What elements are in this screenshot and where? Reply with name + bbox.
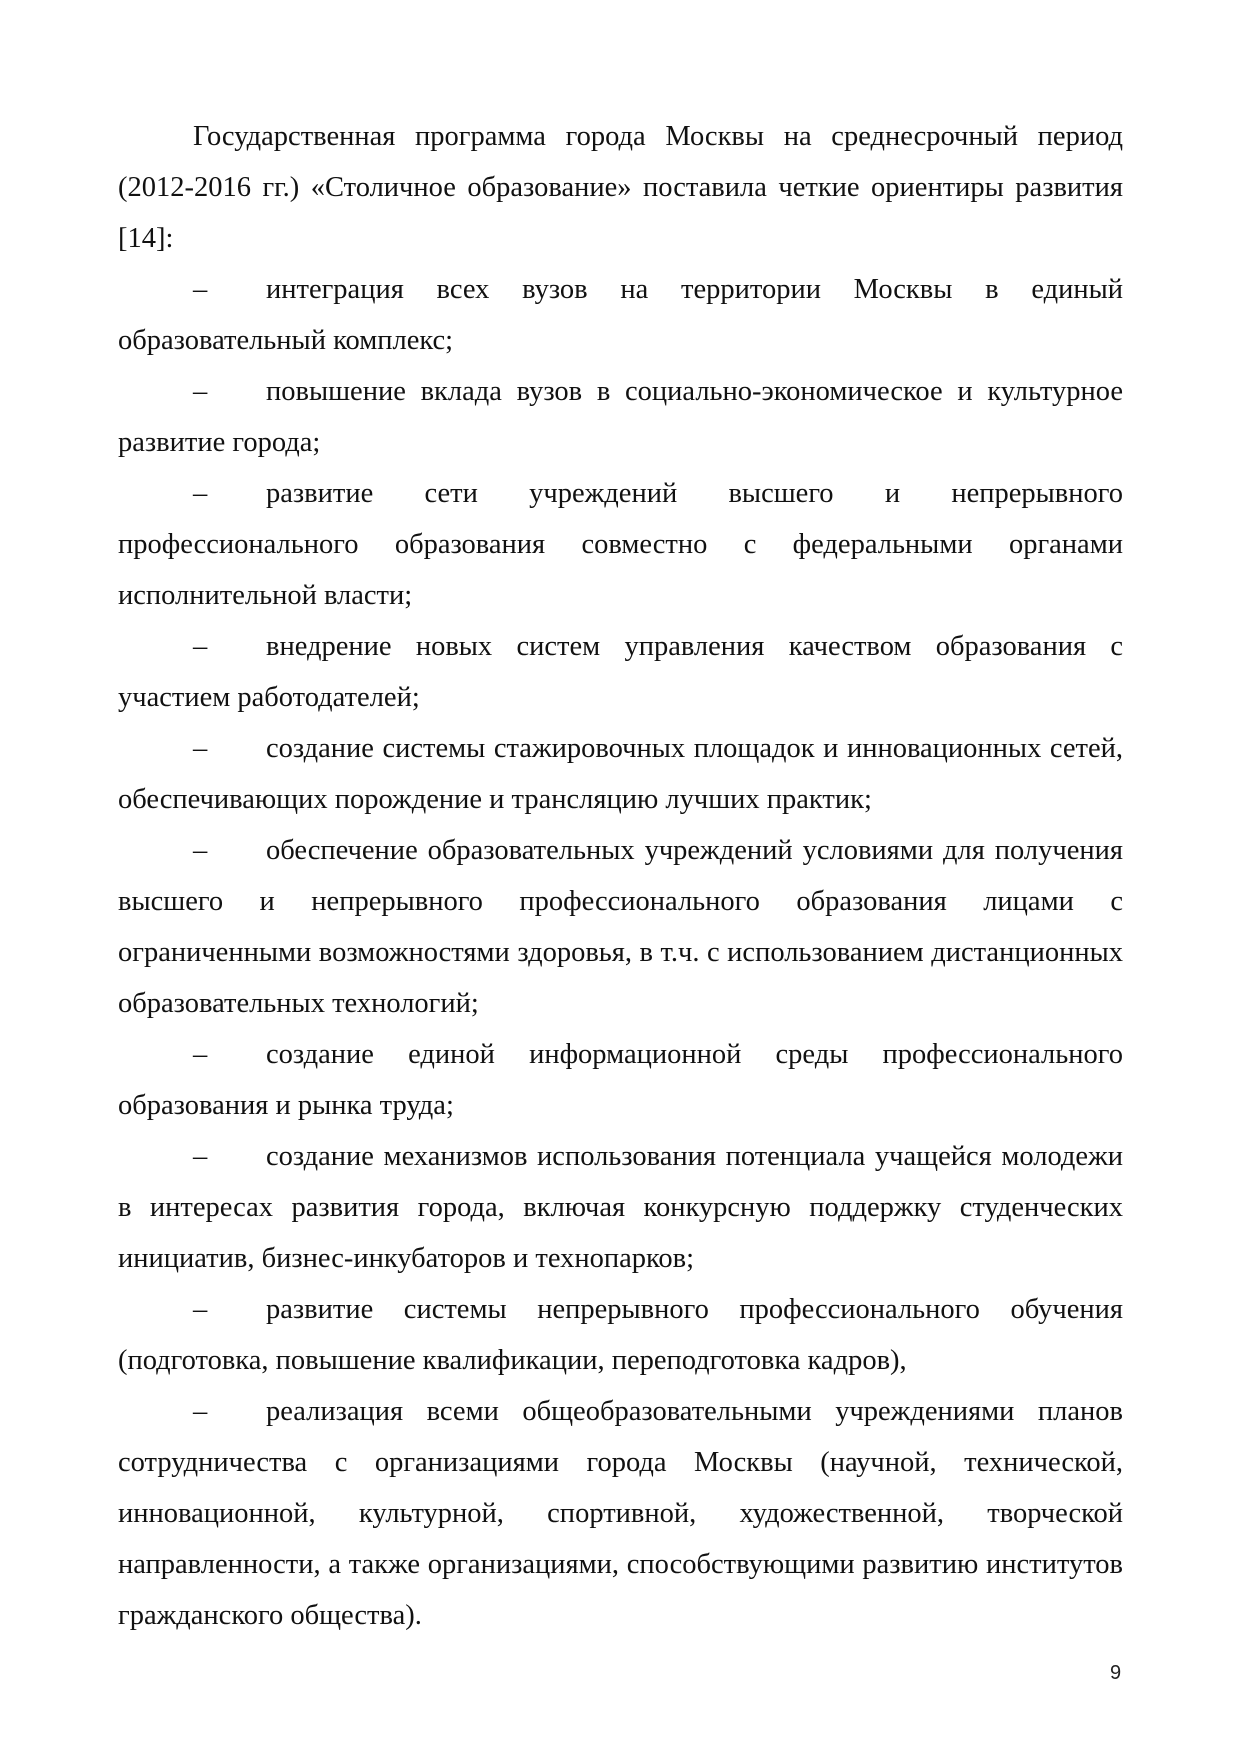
list-item-text: реализация всеми общеобразовательными учреждениями планов сотрудничества с организациями города Москвы (научной, технической, инновационной, культурной, спортивной, художественной, творческой направленности, а также организациями, способствующими развитию институтов гражданского общества).	[118, 1396, 1123, 1631]
list-item	[118, 468, 1123, 621]
dash-marker: –	[193, 1141, 208, 1172]
list-item	[118, 723, 1123, 825]
dash-marker: –	[193, 274, 208, 305]
dash-marker: –	[193, 835, 208, 866]
list-item-text: интеграция всех вузов на территории Москвы в единый образовательный комплекс;	[118, 274, 1123, 356]
intro-paragraph: Государственная программа города Москвы на среднесрочный период (2012-2016 гг.) «Столичное образование» поставила четкие ориентиры развития [14]:	[118, 121, 1123, 254]
list-item-text: создание единой информационной среды профессионального образования и рынка труда;	[118, 1039, 1123, 1121]
list-item-text: внедрение новых систем управления качеством образования с участием работодателей;	[118, 631, 1123, 713]
dash-marker: –	[193, 733, 208, 764]
dash-marker: –	[193, 478, 208, 509]
bullet-list	[118, 264, 1123, 1641]
list-item-text: повышение вклада вузов в социально-экономическое и культурное развитие города;	[118, 376, 1123, 458]
list-item-text: обеспечение образовательных учреждений условиями для получения высшего и непрерывного профессионального образования лицами с ограниченными возможностями здоровья, в т.ч. с использованием дистанционных образовательных технологий;	[118, 835, 1123, 1019]
list-item	[118, 1131, 1123, 1284]
dash-marker: –	[193, 376, 208, 407]
document-page	[118, 111, 1123, 1641]
dash-marker: –	[193, 631, 208, 662]
list-item	[118, 366, 1123, 468]
list-item-text: создание системы стажировочных площадок и инновационных сетей, обеспечивающих порождение и трансляцию лучших практик;	[118, 733, 1123, 815]
dash-marker: –	[193, 1294, 208, 1325]
list-item	[118, 264, 1123, 366]
list-item-text: создание механизмов использования потенциала учащейся молодежи в интересах развития города, включая конкурсную поддержку студенческих инициатив, бизнес-инкубаторов и технопарков;	[118, 1141, 1123, 1274]
list-item-text: развитие системы непрерывного профессионального обучения (подготовка, повышение квалификации, переподготовка кадров),	[118, 1294, 1123, 1376]
list-item	[118, 1029, 1123, 1131]
list-item	[118, 1386, 1123, 1641]
page-number: 9	[1110, 1662, 1122, 1684]
list-item	[118, 1284, 1123, 1386]
dash-marker: –	[193, 1039, 208, 1070]
list-item	[118, 621, 1123, 723]
list-item-text: развитие сети учреждений высшего и непрерывного профессионального образования совместно с федеральными органами исполнительной власти;	[118, 478, 1123, 611]
dash-marker: –	[193, 1396, 208, 1427]
list-item	[118, 825, 1123, 1029]
